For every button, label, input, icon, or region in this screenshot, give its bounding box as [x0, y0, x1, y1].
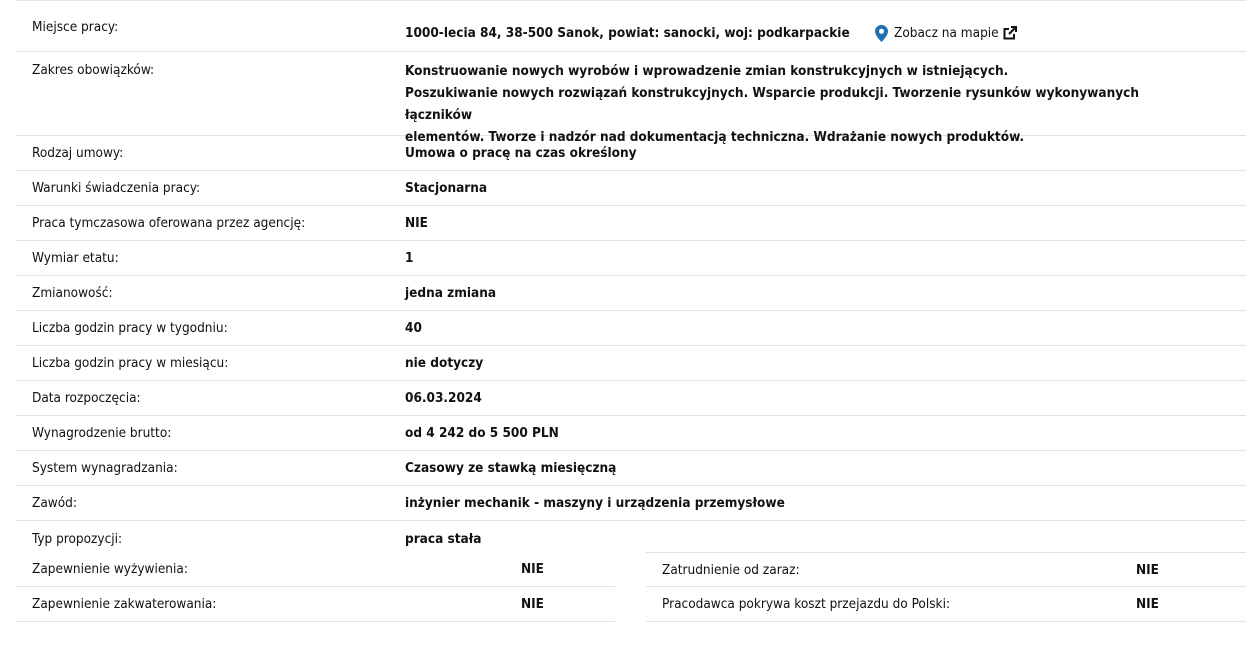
row-fte: [16, 241, 1246, 276]
row-value: praca stała: [405, 530, 482, 547]
row-meals: [16, 552, 615, 587]
row-occupation: [16, 486, 1246, 521]
row-value: 1: [405, 250, 414, 266]
row-label: Wymiar etatu:: [32, 250, 119, 266]
extras-section: [16, 552, 1246, 623]
row-label: Warunki świadczenia pracy:: [32, 180, 201, 196]
extras-left-column: [16, 552, 615, 622]
row-value: Stacjonarna: [405, 180, 488, 196]
row-label: Data rozpoczęcia:: [32, 390, 141, 406]
row-value: 06.03.2024: [405, 390, 482, 406]
row-label: Pracodawca pokrywa koszt przejazdu do Polski:: [662, 596, 951, 612]
row-location: [16, 1, 1246, 52]
row-hours-month: [16, 346, 1246, 381]
row-value: inżynier mechanik - maszyny i urządzenia przemysłowe: [405, 495, 785, 511]
row-label: Miejsce pracy:: [32, 19, 119, 35]
row-label: Wynagrodzenie brutto:: [32, 425, 172, 441]
row-label: Zawód:: [32, 495, 77, 511]
row-duties: [16, 52, 1246, 145]
row-label: Typ propozycji:: [32, 530, 123, 547]
row-label: Rodzaj umowy:: [32, 145, 124, 161]
location-address: 1000-lecia 84, 38-500 Sanok, powiat: sanocki, woj: podkarpackie: [405, 25, 850, 41]
row-label: Zapewnienie wyżywienia:: [32, 561, 188, 577]
row-hours-week: [16, 311, 1246, 346]
show-on-map-link[interactable]: [875, 23, 1017, 43]
row-work-mode: [16, 171, 1246, 206]
row-temp-agency: [16, 206, 1246, 241]
row-value: 40: [405, 320, 422, 336]
job-details-table: [16, 0, 1246, 556]
row-value: nie dotyczy: [405, 355, 484, 371]
row-label: Zatrudnienie od zaraz:: [662, 561, 800, 578]
row-label: Zapewnienie zakwaterowania:: [32, 596, 217, 612]
duties-text: [405, 52, 1246, 145]
duties-line: Konstruowanie nowych wyrobów i wprowadzenie zmian konstrukcyjnych w istniejących.: [405, 63, 1009, 79]
external-link-icon: [1003, 26, 1017, 40]
extras-right-column: [646, 552, 1246, 622]
row-label: System wynagradzania:: [32, 460, 178, 476]
show-on-map-label: Zobacz na mapie: [894, 25, 999, 41]
row-immediate-hire: [646, 552, 1246, 587]
row-shifts: [16, 276, 1246, 311]
row-value: Czasowy ze stawką miesięczną: [405, 460, 617, 476]
row-value: NIE: [405, 215, 428, 231]
row-label: Liczba godzin pracy w miesiącu:: [32, 355, 229, 371]
row-value: od 4 242 do 5 500 PLN: [405, 425, 559, 441]
row-value: NIE: [1136, 561, 1159, 578]
row-contract-type: [16, 136, 1246, 171]
row-offer-type: [16, 521, 1246, 556]
map-pin-icon: [875, 25, 888, 42]
row-accommodation: [16, 587, 615, 622]
row-value: NIE: [1136, 596, 1159, 612]
row-value: [405, 1, 1246, 51]
row-label: Liczba godzin pracy w tygodniu:: [32, 320, 228, 336]
row-value: jedna zmiana: [405, 285, 497, 301]
duties-line: elementów. Tworze i nadzór nad dokumentacją techniczna. Wdrażanie nowych produktów.: [405, 129, 1025, 145]
row-value: Umowa o pracę na czas określony: [405, 145, 637, 161]
row-label: Praca tymczasowa oferowana przez agencję:: [32, 215, 306, 231]
row-label: Zmianowość:: [32, 285, 113, 301]
row-label: Zakres obowiązków:: [32, 62, 155, 78]
row-value: NIE: [521, 596, 544, 612]
row-pay-system: [16, 451, 1246, 486]
row-salary: [16, 416, 1246, 451]
row-start-date: [16, 381, 1246, 416]
row-value: NIE: [521, 561, 544, 577]
row-travel-cost: [646, 587, 1246, 622]
duties-line: Poszukiwanie nowych rozwiązań konstrukcyjnych. Wsparcie produkcji. Tworzenie rysunków wykonywanych łączników: [405, 85, 1140, 123]
